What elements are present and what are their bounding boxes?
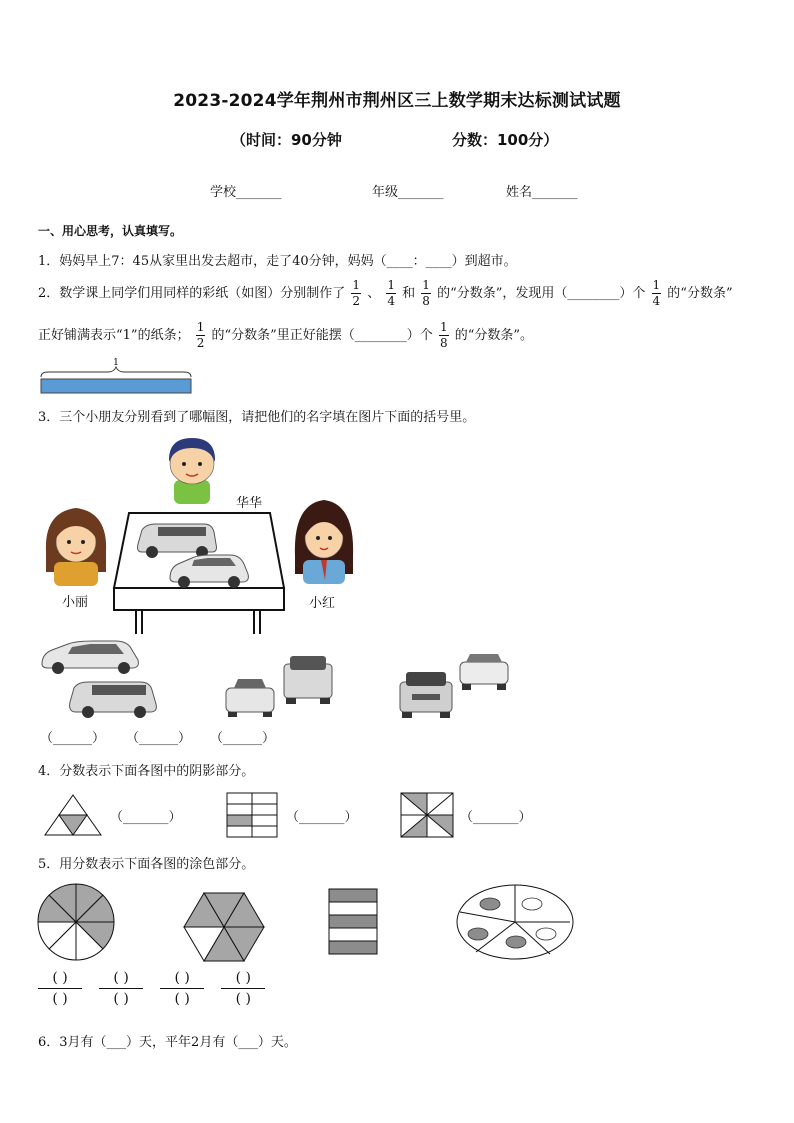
denominator-blank[interactable]: ( ) (235, 991, 251, 1007)
blue-strip (41, 379, 191, 393)
numerator: 1 (196, 320, 205, 334)
numerator-blank[interactable]: ( ) (221, 968, 265, 989)
fish-5 (536, 928, 556, 940)
suv-rear (284, 656, 332, 704)
girl-xiaohong-illustration (291, 496, 357, 584)
fish-2 (522, 898, 542, 910)
question-4: 4．分数表示下面各图中的阴影部分。 (38, 764, 255, 779)
label-xiaoli: 小丽 (62, 595, 89, 610)
fraction-one-eighth (439, 320, 449, 351)
section-heading: 一、用心思考，认真填写。 (38, 224, 183, 238)
fraction-blank-2[interactable] (99, 968, 143, 1009)
q5-fraction-blanks (38, 968, 265, 1009)
numerator: 1 (422, 278, 430, 292)
view-image-b (222, 652, 338, 718)
view-image-c (396, 650, 516, 718)
q2-text-a: 2．数学课上同学们用同样的彩纸（如图）分别制作了 (38, 286, 346, 301)
fraction-one-eighth (421, 278, 431, 309)
school-field[interactable]: 学校_______ (210, 185, 282, 200)
q2-sep: 、 (367, 286, 381, 301)
denominator: 2 (196, 336, 205, 350)
fraction-one-half (196, 320, 206, 351)
q2-text-e: 的“分数条”里正好能摆（________）个 (211, 328, 433, 343)
oval-fish-figure (454, 882, 576, 962)
grade-field[interactable]: 年级_______ (372, 185, 444, 200)
q4-blank-3[interactable]: （_______） (460, 810, 532, 825)
girl-xiaoli-illustration (40, 502, 112, 586)
fraction-blank-1[interactable] (38, 968, 82, 1009)
question-6: 6．3月有（___）天，平年2月有（___）天。 (38, 1035, 297, 1050)
denominator-blank[interactable]: ( ) (174, 991, 190, 1007)
fish-3 (468, 928, 488, 940)
strip-label: 1 (113, 358, 119, 368)
denominator: 8 (439, 336, 448, 350)
brace (41, 367, 191, 377)
numerator: 1 (352, 278, 361, 292)
numerator-blank[interactable]: ( ) (160, 968, 204, 989)
stripes-figure (328, 888, 380, 956)
grid-figure (226, 792, 278, 838)
shaded-cell (227, 815, 252, 826)
suv-front (400, 672, 452, 718)
fraction-blank-3[interactable] (160, 968, 204, 1009)
answer-blank-c[interactable]: （______） (210, 731, 276, 746)
table-edge (114, 588, 284, 610)
student-name-field[interactable]: 姓名_______ (506, 185, 578, 200)
triangle-figure (44, 792, 104, 838)
circle-figure (36, 882, 116, 962)
hatchback-front (226, 679, 274, 717)
q2-and: 和 (402, 286, 416, 301)
denominator-blank[interactable]: ( ) (52, 991, 68, 1007)
fish-4 (506, 936, 526, 948)
suv-side (70, 682, 157, 718)
dress (54, 562, 98, 586)
exam-time: （时间：90分钟 (231, 131, 342, 149)
numerator: 1 (652, 278, 661, 292)
q2-text-f: 的“分数条”。 (454, 328, 534, 343)
view-image-a (38, 638, 168, 720)
q2-text-d: 正好铺满表示“1”的纸条； (38, 328, 190, 343)
paper-strip-figure (38, 355, 194, 395)
question-1: 1．妈妈早上7：45从家里出发去超市，走了40分钟，妈妈（____：____）到超市。 (38, 254, 517, 269)
q4-blank-1[interactable]: （_______） (110, 810, 182, 825)
numerator: 1 (387, 278, 395, 292)
numerator-blank[interactable]: ( ) (38, 968, 82, 989)
fraction-one-quarter (652, 278, 662, 309)
answer-blank-b[interactable]: （______） (126, 731, 192, 746)
exam-score: 分数：100分） (452, 131, 559, 149)
numerator: 1 (439, 320, 448, 334)
hexagon-figure (182, 890, 266, 964)
question-2-line1 (38, 278, 733, 309)
question-3: 3．三个小朋友分别看到了哪幅图，请把他们的名字填在图片下面的括号里。 (38, 410, 476, 425)
hatchback-rear (460, 654, 508, 690)
denominator: 2 (352, 294, 361, 308)
label-huahua: 华华 (236, 496, 263, 511)
denominator-blank[interactable]: ( ) (113, 991, 129, 1007)
fish-1 (480, 898, 500, 910)
answer-blank-a[interactable]: （______） (40, 731, 106, 746)
fraction-one-half (351, 278, 361, 309)
denominator: 8 (422, 294, 430, 308)
fraction-blank-4[interactable] (221, 968, 265, 1009)
boy-huahua-illustration (160, 434, 224, 504)
denominator: 4 (652, 294, 661, 308)
question-5: 5．用分数表示下面各图的涂色部分。 (38, 857, 255, 872)
label-xiaohong: 小红 (309, 596, 336, 611)
denominator: 4 (387, 294, 395, 308)
question-2-line2 (38, 320, 533, 351)
q4-blank-2[interactable]: （_______） (286, 810, 358, 825)
table-with-cars (112, 508, 286, 638)
q2-text-c: 的“分数条” (667, 286, 733, 301)
fraction-one-quarter (386, 278, 396, 309)
hatchback-side (42, 641, 138, 674)
numerator-blank[interactable]: ( ) (99, 968, 143, 989)
page-title: 2023-2024学年荆州市荆州区三上数学期末达标测试试题 (173, 91, 621, 111)
q2-text-b: 的“分数条”，发现用（________）个 (437, 286, 646, 301)
square-figure (400, 792, 454, 838)
